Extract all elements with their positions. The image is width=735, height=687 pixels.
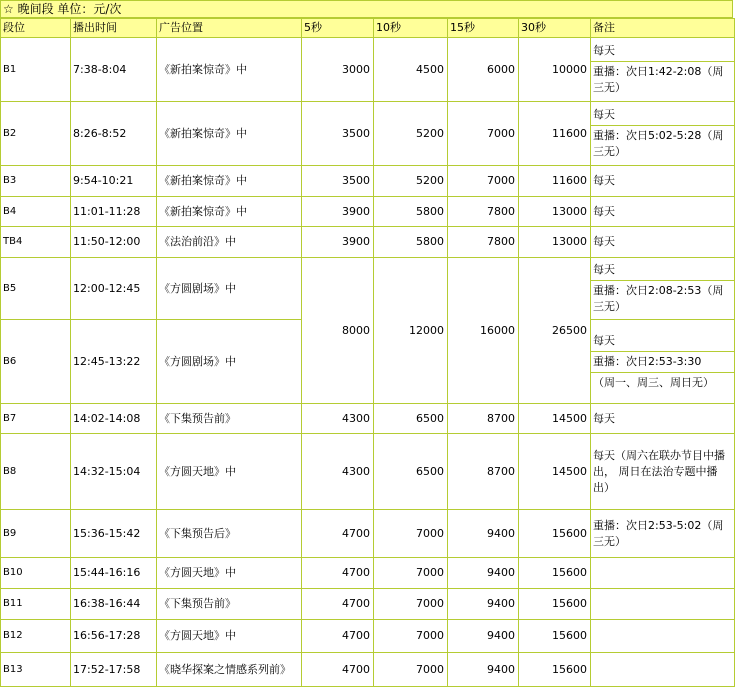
price-10s: 5800	[374, 197, 448, 227]
price-10s: 7000	[374, 510, 448, 558]
header-position: 广告位置	[157, 19, 302, 38]
notes-cell: 重播：次日2:53-5:02（周三无）	[591, 510, 735, 558]
price-15s: 9400	[448, 558, 519, 589]
table-row	[1, 102, 735, 166]
table-row	[1, 434, 735, 510]
segment-cell: B8	[1, 434, 71, 510]
price-5s: 4700	[302, 510, 374, 558]
position-cell: 《方圆剧场》中	[157, 258, 302, 320]
price-5s: 8000	[302, 258, 374, 404]
note-line: 每天	[593, 44, 615, 57]
time-cell: 8:26-8:52	[71, 102, 157, 166]
price-30s: 14500	[519, 404, 591, 434]
segment-cell: B9	[1, 510, 71, 558]
price-5s: 3500	[302, 102, 374, 166]
price-15s: 7000	[448, 102, 519, 166]
table-row	[1, 166, 735, 197]
notes-cell	[591, 38, 735, 102]
notes-cell	[591, 320, 735, 404]
note-line: 重播：次日1:42-2:08（周三无）	[591, 61, 734, 98]
table-row	[1, 258, 735, 320]
segment-cell: TB4	[1, 227, 71, 258]
segment-cell: B13	[1, 653, 71, 687]
position-cell: 《晓华探案之情感系列前》	[157, 653, 302, 687]
notes-cell	[591, 258, 735, 320]
table-row	[1, 404, 735, 434]
position-cell: 《法治前沿》中	[157, 227, 302, 258]
position-cell: 《下集预告后》	[157, 510, 302, 558]
price-5s: 3500	[302, 166, 374, 197]
price-15s: 9400	[448, 589, 519, 620]
time-cell: 17:52-17:58	[71, 653, 157, 687]
price-10s: 5200	[374, 166, 448, 197]
table-row	[1, 589, 735, 620]
price-5s: 4300	[302, 404, 374, 434]
table-row	[1, 620, 735, 653]
position-cell: 《下集预告前》	[157, 404, 302, 434]
header-5s: 5秒	[302, 19, 374, 38]
position-cell: 《新拍案惊奇》中	[157, 166, 302, 197]
note-line: 每天	[593, 263, 615, 276]
price-15s: 7800	[448, 197, 519, 227]
price-10s: 7000	[374, 653, 448, 687]
time-cell: 7:38-8:04	[71, 38, 157, 102]
price-15s: 9400	[448, 653, 519, 687]
segment-cell: B4	[1, 197, 71, 227]
table-row	[1, 558, 735, 589]
segment-cell: B10	[1, 558, 71, 589]
segment-cell: B12	[1, 620, 71, 653]
time-cell: 16:56-17:28	[71, 620, 157, 653]
price-30s: 15600	[519, 620, 591, 653]
time-cell: 9:54-10:21	[71, 166, 157, 197]
price-30s: 13000	[519, 197, 591, 227]
notes-cell: 每天	[591, 227, 735, 258]
time-cell: 11:50-12:00	[71, 227, 157, 258]
position-cell: 《新拍案惊奇》中	[157, 197, 302, 227]
time-cell: 12:45-13:22	[71, 320, 157, 404]
header-time: 播出时间	[71, 19, 157, 38]
price-30s: 10000	[519, 38, 591, 102]
price-10s: 5200	[374, 102, 448, 166]
price-30s: 11600	[519, 166, 591, 197]
price-15s: 9400	[448, 620, 519, 653]
time-cell: 14:02-14:08	[71, 404, 157, 434]
time-cell: 16:38-16:44	[71, 589, 157, 620]
segment-cell: B3	[1, 166, 71, 197]
price-10s: 7000	[374, 558, 448, 589]
price-30s: 15600	[519, 653, 591, 687]
price-5s: 4700	[302, 558, 374, 589]
price-30s: 15600	[519, 589, 591, 620]
price-5s: 4300	[302, 434, 374, 510]
position-cell: 《方圆剧场》中	[157, 320, 302, 404]
segment-cell: B2	[1, 102, 71, 166]
time-cell: 15:36-15:42	[71, 510, 157, 558]
price-10s: 7000	[374, 589, 448, 620]
segment-cell: B7	[1, 404, 71, 434]
header-notes: 备注	[591, 19, 735, 38]
notes-cell: 每天（周六在联办节目中播出， 周日在法治专题中播出）	[591, 434, 735, 510]
segment-cell: B5	[1, 258, 71, 320]
price-15s: 7800	[448, 227, 519, 258]
price-15s: 8700	[448, 434, 519, 510]
header-15s: 15秒	[448, 19, 519, 38]
price-10s: 5800	[374, 227, 448, 258]
table-row	[1, 653, 735, 687]
price-10s: 6500	[374, 434, 448, 510]
price-30s: 11600	[519, 102, 591, 166]
header-row	[1, 19, 735, 38]
table-row	[1, 227, 735, 258]
time-cell: 11:01-11:28	[71, 197, 157, 227]
price-10s: 6500	[374, 404, 448, 434]
position-cell: 《方圆天地》中	[157, 620, 302, 653]
price-15s: 6000	[448, 38, 519, 102]
notes-cell: 每天	[591, 197, 735, 227]
price-5s: 3900	[302, 227, 374, 258]
header-10s: 10秒	[374, 19, 448, 38]
price-10s: 4500	[374, 38, 448, 102]
notes-cell	[591, 589, 735, 620]
note-line: （周一、周三、周日无）	[591, 372, 734, 393]
table-row	[1, 197, 735, 227]
header-30s: 30秒	[519, 19, 591, 38]
position-cell: 《方圆天地》中	[157, 434, 302, 510]
price-15s: 7000	[448, 166, 519, 197]
position-cell: 《新拍案惊奇》中	[157, 38, 302, 102]
price-10s: 7000	[374, 620, 448, 653]
time-cell: 14:32-15:04	[71, 434, 157, 510]
price-30s: 14500	[519, 434, 591, 510]
note-line: 重播：次日5:02-5:28（周三无）	[591, 125, 734, 162]
position-cell: 《下集预告前》	[157, 589, 302, 620]
position-cell: 《新拍案惊奇》中	[157, 102, 302, 166]
position-cell: 《方圆天地》中	[157, 558, 302, 589]
section-title: ☆ 晚间段 单位：元/次	[0, 0, 733, 18]
segment-cell: B6	[1, 320, 71, 404]
note-line: 每天	[593, 108, 615, 121]
price-15s: 16000	[448, 258, 519, 404]
price-5s: 3000	[302, 38, 374, 102]
price-5s: 4700	[302, 589, 374, 620]
price-30s: 15600	[519, 558, 591, 589]
table-row	[1, 38, 735, 102]
notes-cell: 每天	[591, 404, 735, 434]
note-line: 重播：次日2:53-3:30	[591, 351, 734, 372]
note-line: 重播：次日2:08-2:53（周三无）	[591, 280, 734, 317]
price-30s: 26500	[519, 258, 591, 404]
notes-cell	[591, 558, 735, 589]
segment-cell: B11	[1, 589, 71, 620]
header-segment: 段位	[1, 19, 71, 38]
notes-cell: 每天	[591, 166, 735, 197]
price-30s: 15600	[519, 510, 591, 558]
price-15s: 8700	[448, 404, 519, 434]
price-5s: 4700	[302, 620, 374, 653]
price-10s: 12000	[374, 258, 448, 404]
time-cell: 15:44-16:16	[71, 558, 157, 589]
notes-cell	[591, 620, 735, 653]
note-line: 每天	[593, 333, 615, 347]
rate-table	[0, 18, 735, 687]
notes-cell	[591, 102, 735, 166]
segment-cell: B1	[1, 38, 71, 102]
time-cell: 12:00-12:45	[71, 258, 157, 320]
price-15s: 9400	[448, 510, 519, 558]
notes-cell	[591, 653, 735, 687]
table-row	[1, 510, 735, 558]
price-5s: 4700	[302, 653, 374, 687]
price-5s: 3900	[302, 197, 374, 227]
price-30s: 13000	[519, 227, 591, 258]
